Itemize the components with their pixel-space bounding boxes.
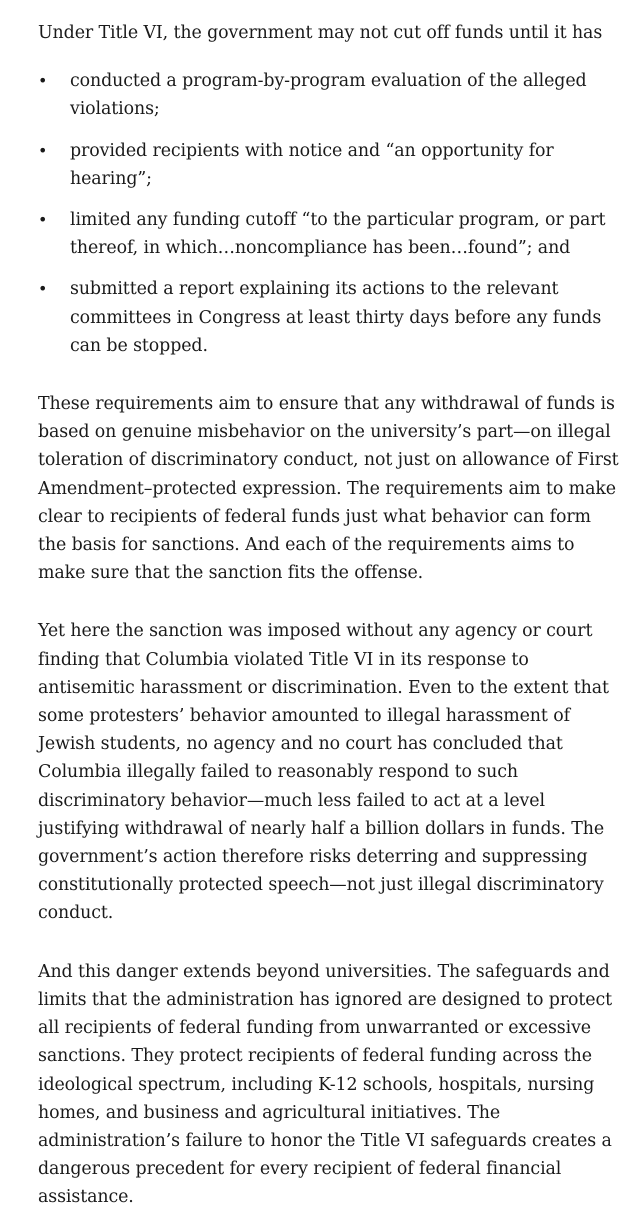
- paragraph-columbia-sanction: Yet here the sanction was imposed without any agency or court finding that Columbia violated Title VI in its response to antisemitic harassment or discrimination. Even to the extent that some protesters’ behavior amounted to illegal harassment of Jewish students, no agency and no court has concluded that Columbia illegally failed to reasonably respond to such discriminatory behavior—much less failed to act at a level justifying withdrawal of nearly half a billion dollars in funds. The government’s action therefore risks deterring and suppressing constitutionally protected speech—not just illegal discriminatory conduct.: [38, 621, 609, 924]
- list-item: [38, 206, 623, 262]
- article-body: [38, 19, 623, 1212]
- list-item-text: conducted a program-by-program evaluation of the alleged violations;: [70, 71, 587, 120]
- bullet-icon: •: [38, 210, 48, 230]
- list-item-text: provided recipients with notice and “an opportunity for hearing”;: [70, 140, 554, 189]
- bullet-icon: •: [38, 279, 48, 299]
- bullet-icon: •: [38, 140, 48, 160]
- list-item: [38, 67, 623, 123]
- list-item: [38, 275, 623, 360]
- paragraph-broader-danger: And this danger extends beyond universities. The safeguards and limits that the administration has ignored are designed to protect all recipients of federal funding from unwarranted or excessive sanctions. They protect recipients of federal funding across the ideological spectrum, including K-12 schools, hospitals, nursing homes, and business and agricultural initiatives. The administration’s failure to honor the Title VI safeguards creates a dangerous precedent for every recipient of federal financial assistance.: [38, 961, 613, 1208]
- list-item-text: limited any funding cutoff “to the particular program, or part thereof, in which…noncompliance has been…found”; and: [70, 210, 606, 259]
- intro-sentence: Under Title VI, the government may not cut off funds until it has: [38, 23, 603, 43]
- requirements-list: [38, 67, 623, 360]
- paragraph-requirements-purpose: These requirements aim to ensure that any withdrawal of funds is based on genuine misbehavior on the university’s part—on illegal toleration of discriminatory conduct, not just on allowance of First Amendment–protected expression. The requirements aim to make clear to recipients of federal funds just what behavior can form the basis for sanctions. And each of the requirements aims to make sure that the sanction fits the offense.: [38, 394, 619, 584]
- list-item-text: submitted a report explaining its actions to the relevant committees in Congress at least thirty days before any funds can be stopped.: [70, 279, 602, 356]
- list-item: [38, 137, 623, 193]
- bullet-icon: •: [38, 71, 48, 91]
